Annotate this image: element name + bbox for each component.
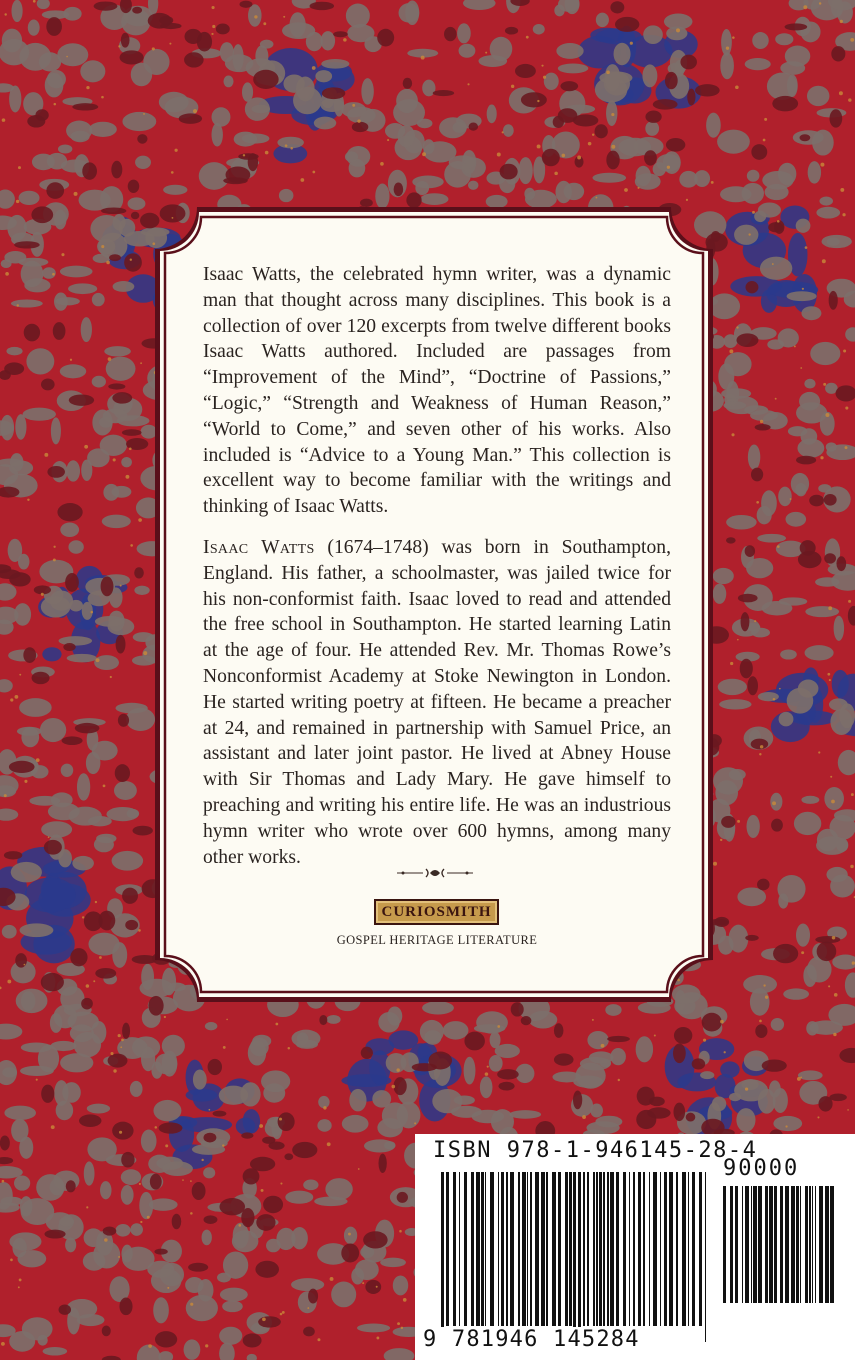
bio-text: (1674–1748) was born in Southampton, England. His father, a schoolmaster, was jailed twice for his non-conformist faith. Isaac loved to read and attended the free school in Southampton. He started learning Latin at the age of four. He attended Rev. Mr. Thomas Rowe’s Nonconformist Academy at Stoke Newington in London. He started writing poetry at fifteen. He became a preacher at 24, and remained in partnership with Samuel Price, an assistant and later joint pastor. He lived at Abney House with Sir Thomas and Lady Mary. He gave himself to preaching and writing his entire life. He was an industrious hymn writer who wrote over 600 hymns, among many other works. [203,536,671,868]
barcode-area [415,1134,855,1360]
isbn-label: ISBN 978-1-946145-28-4 [433,1138,758,1163]
publisher-imprint: GOSPEL HERITAGE LITERATURE [336,933,538,947]
price-barcode [723,1186,835,1319]
description-paragraph-2 [203,535,671,870]
bio-name: Isaac Watts [203,536,315,558]
description-paragraph-1: Isaac Watts, the celebrated hymn writer, was a dynamic man that thought across many disciplines. This book is a collection of over 120 excerpts from twelve different books Isaac Watts authored. Included are passages from “Improvement of the Mind”, “Doctrine of Passions,” “Logic,” “Strength and Weakness of Human Reason,” “World to Come,” and seven other of his works. Also included is “Advice to a Young Man.” This collection is excellent way to become familiar with the writings and thinking of Isaac Watts. [203,264,671,518]
description-panel [153,205,715,1004]
barcode-digits: 9 781946 145284 [423,1327,640,1352]
ornament-divider-icon [397,866,473,880]
description-text [203,262,671,885]
price-code: 90000 [723,1156,800,1181]
publisher-logo: CURIOSMITH [374,899,499,925]
isbn-barcode [441,1172,709,1342]
